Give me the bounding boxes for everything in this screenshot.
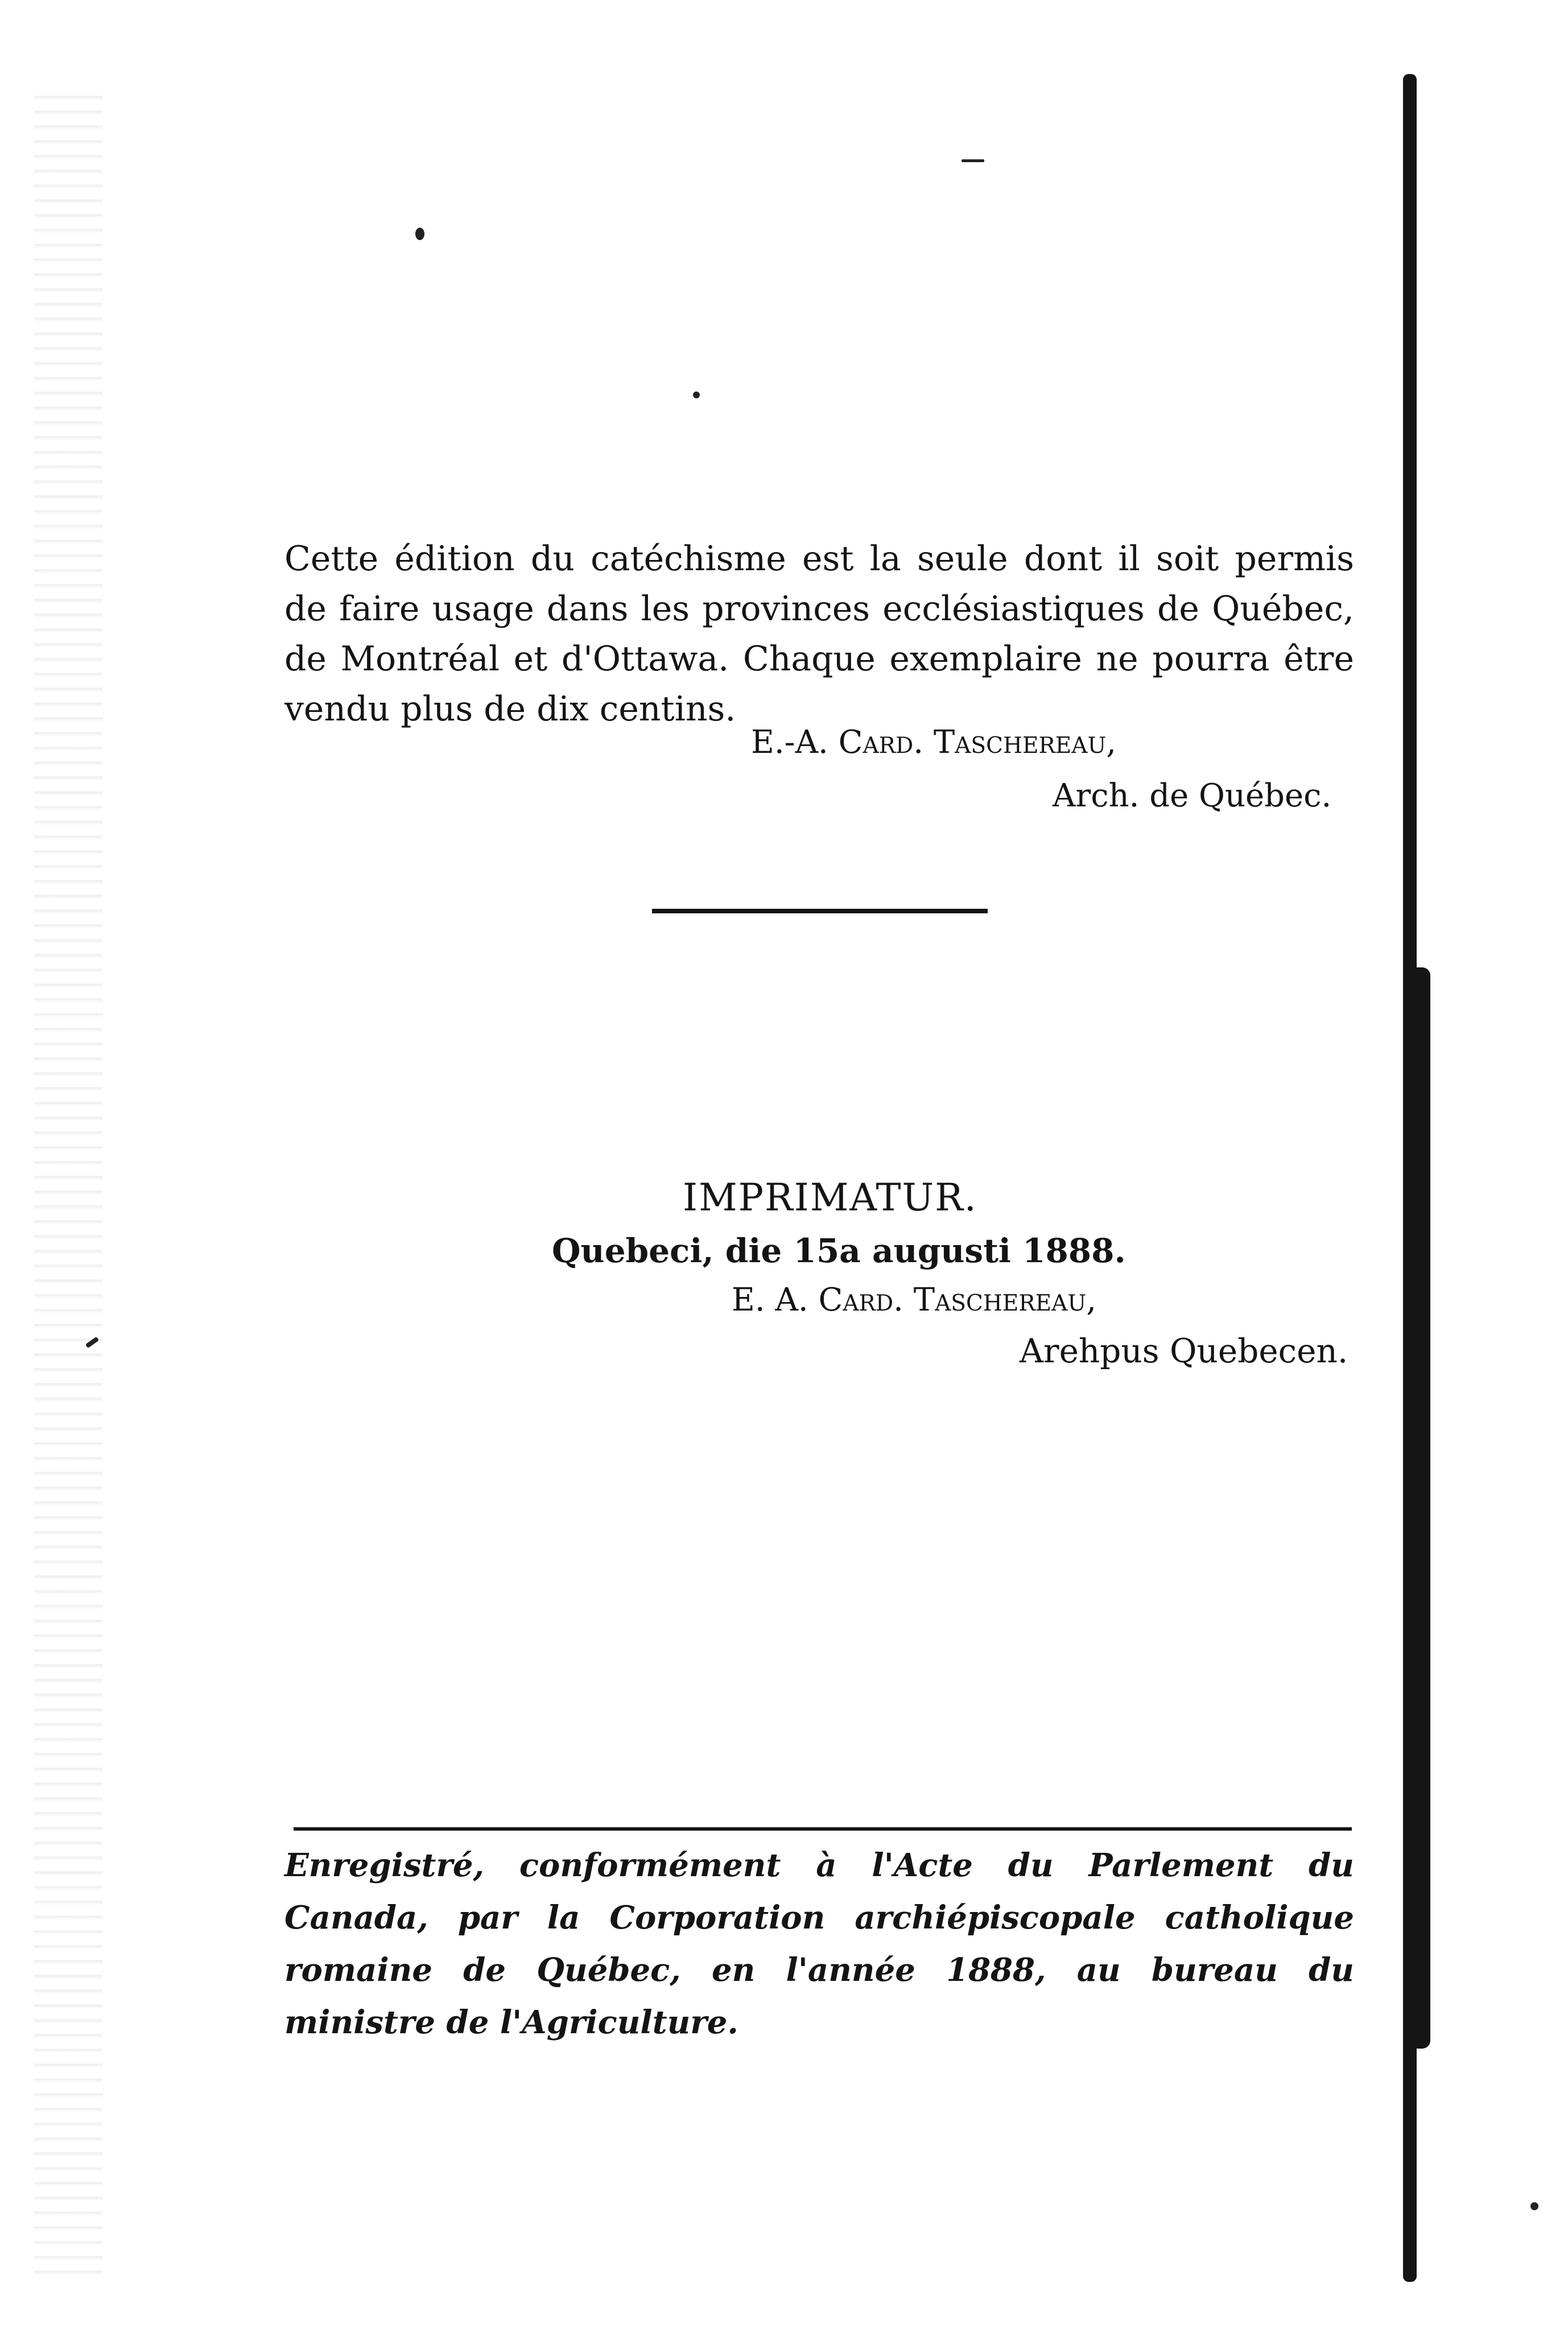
section-divider bbox=[652, 909, 988, 913]
binding-edge-bar-thick bbox=[1410, 967, 1430, 2049]
scan-speck bbox=[693, 392, 700, 398]
scan-speck bbox=[962, 159, 984, 162]
scanned-left-edge bbox=[34, 85, 102, 2276]
imprimatur-place-date: Quebeci, die 15a augusti 1888. bbox=[552, 1231, 1126, 1270]
imprimatur-heading: IMPRIMATUR. bbox=[683, 1176, 977, 1219]
notice-signature-name: E.-A. Card. Taschereau, bbox=[751, 724, 1117, 761]
scan-speck bbox=[415, 228, 424, 240]
imprimatur-signature-name: E. A. Card. Taschereau, bbox=[732, 1282, 1096, 1318]
registration-notice: Enregistré, conformément à l'Acte du Parlement du Canada, par la Corporation archiépiscopale catholique romaine de Québec, en l'année 1888, au bureau du ministre de l'Agriculture. bbox=[284, 1847, 1354, 2041]
registration-rule bbox=[294, 1827, 1352, 1831]
imprimatur-signature-title: Arehpus Quebecen. bbox=[1020, 1332, 1348, 1370]
catechism-notice-paragraph: Cette édition du catéchisme est la seule dont il soit permis de faire usage dans les provinces ecclésiastiques de Québec, de Montréal et d'Ottawa. Chaque exemplaire ne pourra être vendu plus de dix centins. bbox=[284, 539, 1354, 729]
notice-signature-title: Arch. de Québec. bbox=[1053, 777, 1332, 814]
scan-speck bbox=[1530, 2202, 1538, 2210]
